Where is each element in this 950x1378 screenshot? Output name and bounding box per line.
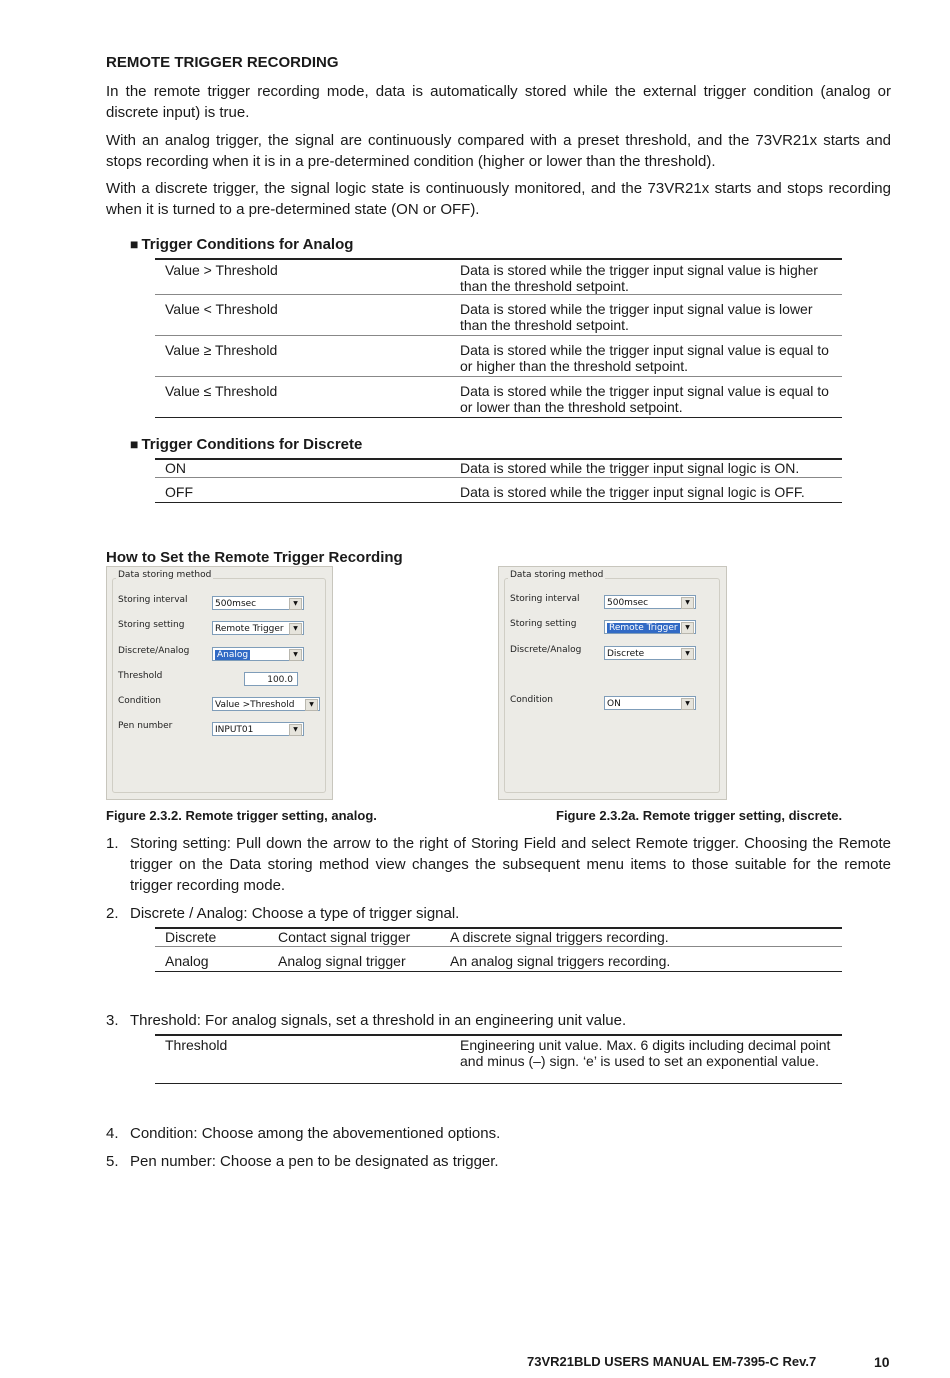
table-row (155, 946, 842, 971)
discrete-analog-label: Discrete/Analog (118, 646, 190, 656)
storing-interval-label: Storing interval (118, 595, 188, 605)
description-cell: Data is stored while the trigger input signal value is lower than the threshold setpoint. (460, 301, 813, 333)
step-text: Discrete / Analog: Choose a type of trigger signal. (130, 905, 460, 922)
signal-name-cell: Analog signal trigger (278, 952, 406, 969)
condition-value: Value >Threshold (215, 700, 295, 710)
discrete-analog-select[interactable] (212, 647, 304, 661)
storing-interval-value: 500msec (607, 598, 649, 608)
step-text: Threshold: For analog signals, set a threshold in an engineering unit value. (130, 1012, 627, 1029)
discrete-conditions-table (155, 458, 842, 503)
chevron-down-icon[interactable]: ▼ (289, 598, 302, 610)
chevron-down-icon[interactable]: ▼ (681, 698, 694, 710)
list-item (106, 1151, 891, 1172)
chevron-down-icon[interactable]: ▼ (289, 724, 302, 736)
signal-type-cell: Analog (165, 952, 209, 969)
analog-conditions-title-text: Trigger Conditions for Analog (141, 236, 354, 253)
step-number: 2. (106, 905, 119, 922)
square-bullet-icon: ■ (130, 436, 139, 452)
storing-setting-select[interactable] (212, 621, 304, 635)
description-cell: Data is stored while the trigger input signal value is equal to or lower than the threshold setpoint. (460, 383, 829, 415)
storing-interval-label: Storing interval (510, 594, 580, 604)
storing-setting-value: Remote Trigger (215, 624, 284, 634)
condition-select[interactable] (604, 696, 696, 710)
signal-type-cell: Discrete (165, 929, 217, 945)
discrete-settings-panel (498, 566, 727, 800)
group-title: Data storing method (118, 570, 212, 580)
description-cell: Data is stored while the trigger input signal logic is OFF. (460, 483, 805, 500)
analog-trigger-paragraph: With an analog trigger, the signal are continuously compared with a preset threshold, and the 73VR21x starts and stops recording when it is in a pre-determined condition (higher or lower than the threshold). (106, 132, 891, 170)
figure-caption-discrete: Figure 2.3.2a. Remote trigger setting, discrete. (556, 808, 843, 823)
chevron-down-icon[interactable]: ▼ (289, 623, 302, 635)
condition-cell: Value > Threshold (165, 262, 278, 278)
data-storing-method-group (504, 578, 720, 793)
pen-number-select[interactable] (212, 722, 304, 736)
threshold-input[interactable]: 100.0 (244, 672, 298, 686)
list-item (106, 1123, 891, 1144)
table-row (155, 928, 842, 946)
chevron-down-icon[interactable]: ▼ (681, 622, 694, 634)
square-bullet-icon: ■ (130, 236, 139, 252)
threshold-label: Threshold (118, 671, 163, 681)
threshold-label-cell: Threshold (165, 1037, 228, 1053)
table-row (155, 377, 842, 418)
chevron-down-icon[interactable]: ▼ (681, 648, 694, 660)
threshold-desc-cell: Engineering unit value. Max. 6 digits including decimal point and minus (–) sign. ‘e’ is used to set an exponential value. (460, 1037, 831, 1069)
table-row (155, 477, 842, 502)
condition-cell: Value ≤ Threshold (165, 383, 278, 399)
condition-cell: Value ≥ Threshold (165, 342, 278, 358)
storing-interval-select[interactable] (212, 596, 304, 610)
condition-select[interactable] (212, 697, 320, 711)
threshold-table (155, 1034, 842, 1084)
description-cell: Data is stored while the trigger input signal value is higher than the threshold setpoint. (460, 262, 818, 294)
condition-cell: OFF (165, 483, 193, 500)
chevron-down-icon[interactable]: ▼ (305, 699, 318, 711)
figure-caption-analog: Figure 2.3.2. Remote trigger setting, analog. (106, 808, 377, 823)
step-text: Condition: Choose among the abovementioned options. (130, 1125, 501, 1142)
group-title: Data storing method (510, 570, 604, 580)
step-text: Storing setting: Pull down the arrow to the right of Storing Field and select Remote trigger. Choosing the Remote trigger on the Data storing method view changes the subsequent menu items to those suitable for the remote trigger recording mode. (130, 835, 891, 894)
analog-conditions-title (130, 236, 353, 253)
condition-label: Condition (118, 696, 161, 706)
step-number: 3. (106, 1012, 119, 1029)
chevron-down-icon[interactable]: ▼ (289, 649, 302, 661)
storing-interval-select[interactable] (604, 595, 696, 609)
discrete-analog-value: Analog (217, 650, 249, 660)
signal-desc-cell: An analog signal triggers recording. (450, 952, 671, 969)
step-number: 4. (106, 1125, 119, 1142)
pen-number-label: Pen number (118, 721, 173, 731)
storing-setting-label: Storing setting (510, 619, 577, 629)
analog-settings-panel (106, 566, 333, 800)
pen-number-value: INPUT01 (215, 725, 254, 735)
condition-value: ON (607, 699, 621, 709)
intro-paragraph: In the remote trigger recording mode, data is automatically stored while the external trigger condition (analog or discrete input) is true. (106, 83, 891, 121)
list-item (106, 833, 891, 896)
table-row (155, 459, 842, 477)
table-row (155, 295, 842, 336)
table-row (155, 336, 842, 377)
discrete-analog-value: Discrete (607, 649, 645, 659)
signal-desc-cell: A discrete signal triggers recording. (450, 929, 669, 945)
storing-setting-select[interactable] (604, 620, 696, 634)
section-heading: REMOTE TRIGGER RECORDING (106, 54, 339, 71)
description-cell: Data is stored while the trigger input signal value is equal to or higher than the threshold setpoint. (460, 342, 829, 374)
howto-title: How to Set the Remote Trigger Recording (106, 549, 403, 566)
condition-label: Condition (510, 695, 553, 705)
discrete-analog-label: Discrete/Analog (510, 645, 582, 655)
discrete-conditions-title (130, 436, 362, 453)
analog-conditions-table (155, 258, 842, 418)
discrete-conditions-title-text: Trigger Conditions for Discrete (141, 436, 363, 453)
condition-cell: ON (165, 460, 186, 476)
storing-setting-value: Remote Trigger (609, 623, 678, 633)
condition-cell: Value < Threshold (165, 301, 278, 317)
step-number: 1. (106, 835, 119, 852)
table-row (155, 1035, 842, 1083)
storing-setting-label: Storing setting (118, 620, 185, 630)
page-number: 10 (874, 1354, 890, 1370)
signal-type-table (155, 927, 842, 972)
step-number: 5. (106, 1153, 119, 1170)
chevron-down-icon[interactable]: ▼ (681, 597, 694, 609)
description-cell: Data is stored while the trigger input signal logic is ON. (460, 460, 800, 476)
table-row (155, 259, 842, 295)
signal-name-cell: Contact signal trigger (278, 929, 411, 945)
storing-interval-value: 500msec (215, 599, 257, 609)
footer-manual-title: 73VR21BLD USERS MANUAL EM-7395-C Rev.7 (527, 1354, 817, 1369)
list-item (106, 1010, 891, 1031)
discrete-trigger-paragraph: With a discrete trigger, the signal logic state is continuously monitored, and the 73VR21x starts and stops recording when it is turned to a pre-determined state (ON or OFF). (106, 180, 891, 218)
list-item (106, 903, 891, 924)
step-text: Pen number: Choose a pen to be designated as trigger. (130, 1153, 499, 1170)
discrete-analog-select[interactable] (604, 646, 696, 660)
